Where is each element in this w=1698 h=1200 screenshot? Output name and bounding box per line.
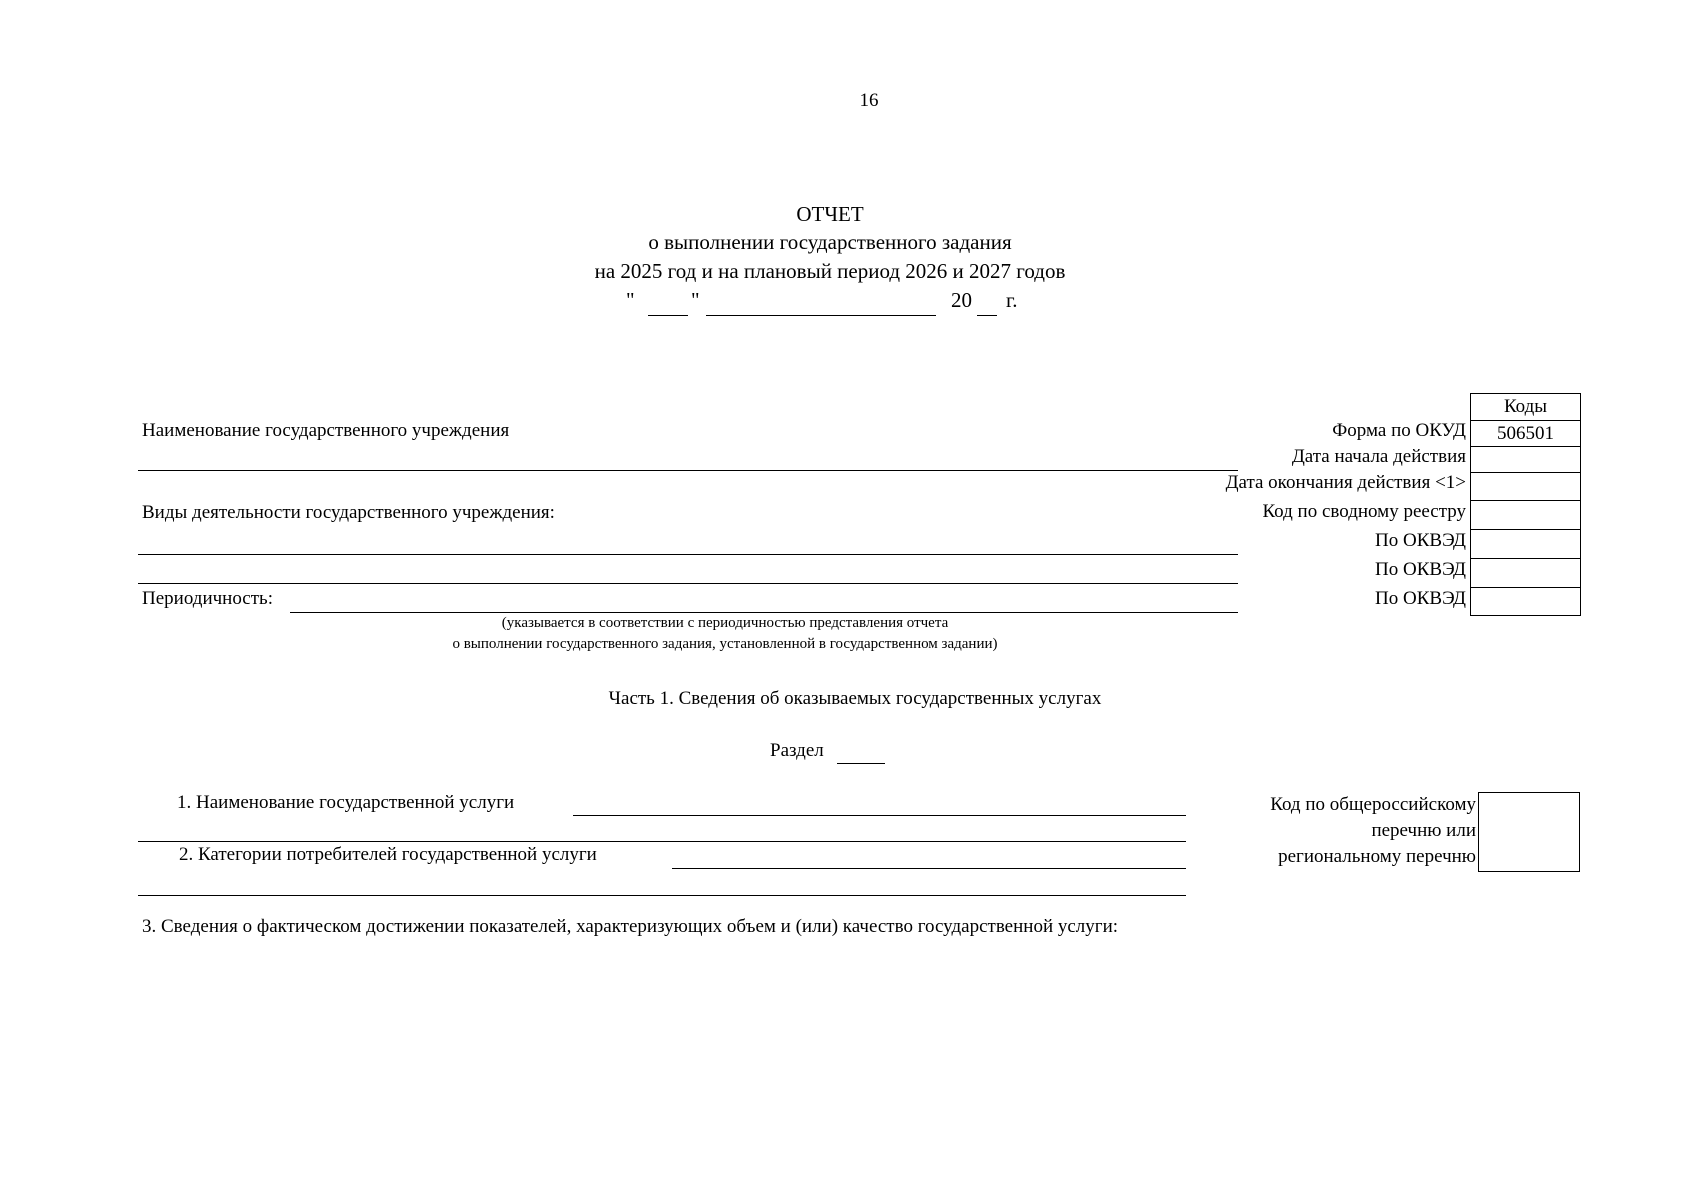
part1-heading: Часть 1. Сведения об оказываемых государственных услугах (608, 688, 1102, 709)
code-start-date-label: Дата начала действия (1291, 446, 1466, 467)
date-suffix: г. (1006, 288, 1018, 312)
code-end-date-label: Дата окончания действия <1> (1225, 472, 1466, 493)
item3-text: 3. Сведения о фактическом достижении показателей, характеризующих объем и (или) качество государственной услуги: (142, 916, 1119, 937)
report-title: ОТЧЕТ (796, 202, 864, 226)
section-number-field[interactable] (837, 763, 885, 764)
activities-label: Виды деятельности государственного учреждения: (142, 502, 555, 523)
periodicity-field[interactable] (290, 612, 1238, 613)
periodicity-note-line1: (указывается в соответствии с периодичностью представления отчета (501, 615, 949, 631)
registry-code-label-line2: перечню или (1371, 820, 1476, 841)
report-subtitle: о выполнении государственного задания (648, 230, 1012, 254)
consumers-field-2[interactable] (138, 895, 1186, 896)
code-okud-label: Форма по ОКУД (1332, 420, 1466, 441)
code-okved-1-label: По ОКВЭД (1375, 530, 1466, 551)
periodicity-note-line2: о выполнении государственного задания, установленной в государственном задании) (452, 636, 998, 652)
codes-table (1470, 393, 1581, 616)
registry-code-label-line3: региональному перечню (1278, 846, 1476, 867)
report-date-line (0, 288, 1698, 318)
code-okved-3-label: По ОКВЭД (1375, 588, 1466, 609)
activities-field-2[interactable] (138, 583, 1238, 584)
date-quote-open: " (626, 288, 635, 312)
service-name-label: 1. Наименование государственной услуги (177, 792, 515, 813)
service-name-field-1[interactable] (573, 815, 1186, 816)
periodicity-label: Периодичность: (142, 588, 273, 609)
date-day-blank[interactable] (648, 315, 688, 316)
registry-code-label-line1: Код по общероссийскому (1270, 794, 1476, 815)
registry-code-box[interactable] (1478, 792, 1580, 872)
section-label: Раздел (770, 740, 824, 761)
codes-header: Коды (1503, 396, 1548, 417)
date-year-blank[interactable] (977, 315, 997, 316)
code-okud-value[interactable]: 506501 (1471, 420, 1580, 447)
institution-name-field[interactable] (138, 470, 1238, 471)
code-end-date-value[interactable] (1471, 472, 1580, 501)
code-okved-1-value[interactable] (1471, 529, 1580, 559)
code-okved-2-label: По ОКВЭД (1375, 559, 1466, 580)
code-start-date-value[interactable] (1471, 446, 1580, 473)
consumers-field-1[interactable] (672, 868, 1186, 869)
report-period: на 2025 год и на плановый период 2026 и 2027 годов (594, 259, 1066, 283)
code-okved-3-value[interactable] (1471, 587, 1580, 616)
activities-field-1[interactable] (138, 554, 1238, 555)
date-month-blank[interactable] (706, 315, 936, 316)
date-quote-close: " (691, 288, 700, 312)
service-name-field-2[interactable] (138, 841, 1186, 842)
code-registry-label: Код по сводному реестру (1262, 501, 1466, 522)
institution-name-label: Наименование государственного учреждения (142, 420, 510, 441)
code-registry-value[interactable] (1471, 500, 1580, 530)
date-year-prefix: 20 (951, 288, 972, 312)
page-number: 16 (859, 90, 879, 111)
consumers-label: 2. Категории потребителей государственной услуги (179, 844, 597, 865)
code-okved-2-value[interactable] (1471, 558, 1580, 588)
